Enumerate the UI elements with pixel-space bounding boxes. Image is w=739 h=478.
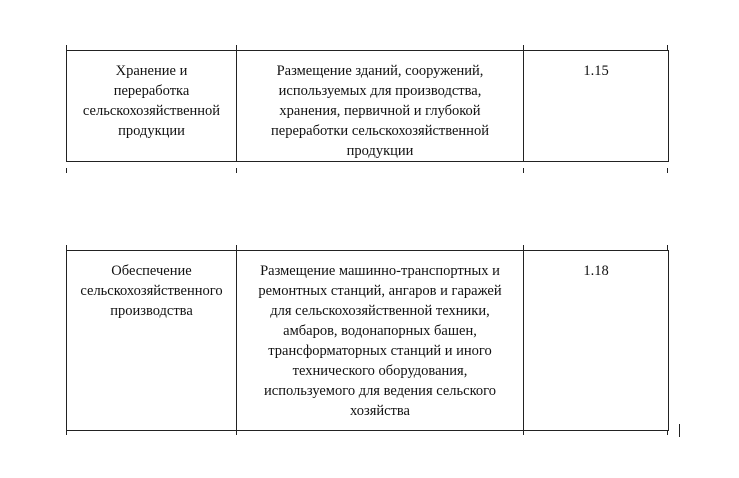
column-tick (667, 245, 668, 250)
column-tick (66, 45, 67, 50)
table-row (67, 251, 669, 431)
column-tick (523, 430, 524, 435)
land-use-code-cell: 1.15 (524, 51, 669, 162)
column-tick (523, 245, 524, 250)
column-tick (236, 430, 237, 435)
column-tick (523, 45, 524, 50)
column-tick (667, 430, 668, 435)
column-tick (66, 245, 67, 250)
land-use-name-cell: Обеспечение сельскохозяйственного производства (67, 251, 237, 431)
text-cursor-mark (679, 424, 680, 437)
table-row (67, 51, 669, 162)
land-use-table-row-1 (66, 50, 669, 162)
column-tick (523, 168, 524, 173)
column-tick (667, 168, 668, 173)
column-tick (66, 430, 67, 435)
column-tick (236, 245, 237, 250)
land-use-description-cell: Размещение зданий, сооружений, используемых для производства, хранения, первичной и глубокой переработки сельскохозяйственной продукции (237, 51, 524, 162)
land-use-description-cell: Размещение машинно-транспортных и ремонтных станций, ангаров и гаражей для сельскохозяйственной техники, амбаров, водонапорных башен, трансформаторных станций и иного технического оборудования, используемого для ведения сельского хозяйства (237, 251, 524, 431)
column-tick (66, 168, 67, 173)
column-tick (236, 45, 237, 50)
land-use-code-cell: 1.18 (524, 251, 669, 431)
column-tick (667, 45, 668, 50)
land-use-table-row-2 (66, 250, 669, 431)
column-tick (236, 168, 237, 173)
land-use-name-cell: Хранение и переработка сельскохозяйственной продукции (67, 51, 237, 162)
